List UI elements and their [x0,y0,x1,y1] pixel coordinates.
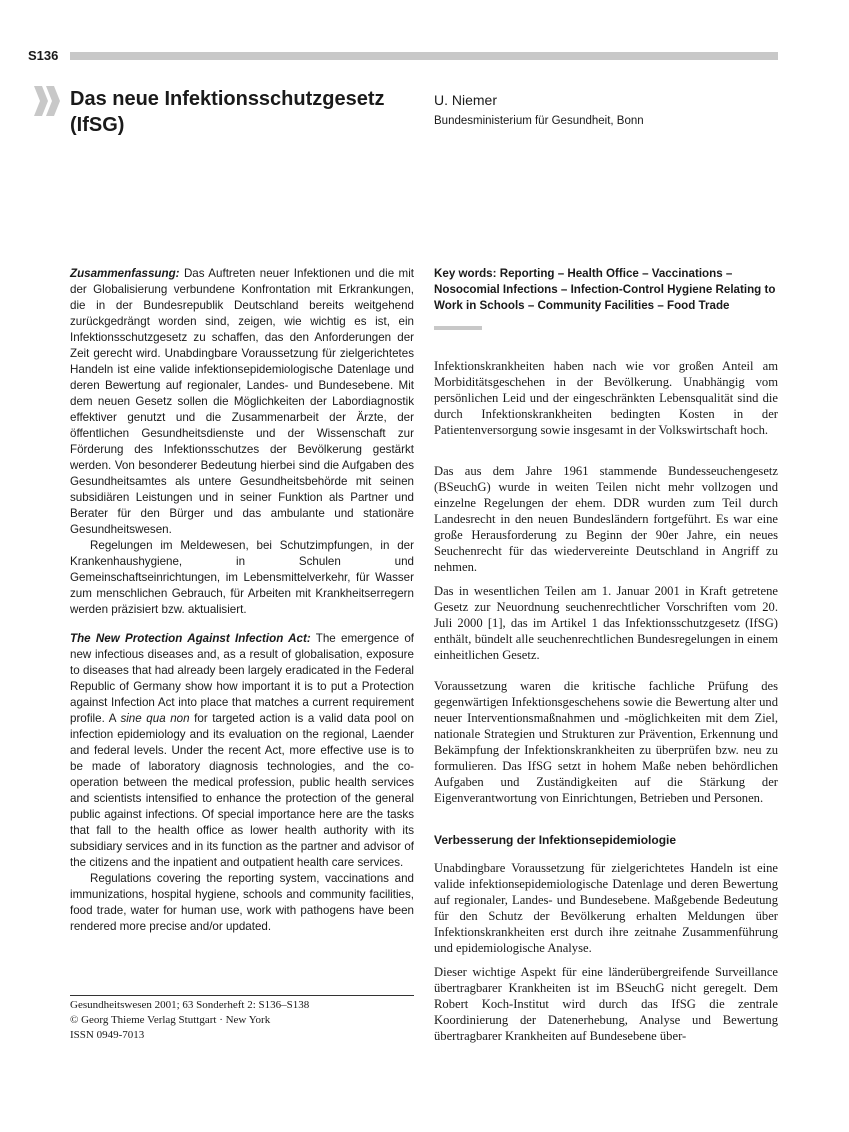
author-name: U. Niemer [434,92,498,108]
abstract-english-text-b: for targeted action is a valid data pool on infection epidemiology and its evaluation on the regional, Laender and federal levels. Under the recent Act, more effective use is to be made of laboratory diagnosis technologies, and the co-operation between the medical profession, public health services and scientists intensified to enhance the protection of the general public against infections. Of special importance here are the tasks that fall to the health office as lower health authority with its subsidiary services and in its function as the partner and advisor of the citizens and the inpatient and outpatient health care services. [70,712,414,869]
journal-citation: Gesundheitswesen 2001; 63 Sonderheft 2: S136–S138 [70,999,310,1011]
body-paragraph [434,678,778,806]
abstract-english-text-2: Regulations covering the reporting system, vaccinations and immunizations, hospital hygiene, schools and community facilities, food trade, water for human use, work with pathogens have been rendered more precise and/or updated. [70,872,414,933]
author-affiliation: Bundesministerium für Gesundheit, Bonn [434,115,644,127]
header-bar [70,52,778,60]
keywords [434,266,778,314]
keywords-text: Reporting – Health Office – Vaccinations – Nosocomial Infections – Infection-Control Hygiene Relating to Work in Schools – Community Facilities – Food Trade [434,267,776,312]
abstract-german [70,266,414,618]
body-paragraph [434,860,778,956]
abstract-english-label: The New Protection Against Infection Act: [70,632,311,645]
body-paragraph [434,358,778,438]
body-paragraph-2: Das aus dem Jahre 1961 stammende Bundesseuchengesetz (BSeuchG) wurde in weiten Teilen nicht mehr vollzogen und einzelne Regelungen der ehem. DDR wurden zum Teil durch Landesrecht in den neuen Bundesländern fortgeführt. Es war eine große Herausforderung zu Beginn der 90er Jahre, ein neues Seuchenrecht für das wiedervereinte Deutschland in Angriff zu nehmen. [434,464,778,574]
abstract-german-label: Zusammenfassung: [70,267,180,280]
abstract-english-italic: sine qua non [120,712,190,725]
page-number: S136 [28,48,59,63]
keywords-label: Key words: [434,267,497,280]
keywords-rule [434,326,482,330]
footer-rule [70,995,414,996]
body-paragraph [434,964,778,1044]
article-title: Das neue Infektionsschutzgesetz (IfSG) [70,88,385,136]
body-paragraph [434,583,778,663]
issn-line: ISSN 0949-7013 [70,1029,145,1041]
body-paragraph-3: Das in wesentlichen Teilen am 1. Januar 2001 in Kraft getretene Gesetz zur Neuordnung seuchenrechtlicher Vorschriften vom 20. Juli 2000 [1], das im Artikel 1 das Infektionsschutzgesetz (IfSG) enthält, bündelt alle seuchenrechtlichen Bundesregelungen in einem einheitlichen Gesetz. [434,584,778,662]
body-paragraph-6: Dieser wichtige Aspekt für eine länderübergreifende Surveillance übertragbarer Krankheiten ist im BSeuchG nicht geregelt. Dem Robert Koch-Institut wird durch das IfSG die zentrale Koordinierung der Datenerhebung, Analyse und Bewertung übertragbarer Krankheiten auf Bundesebene über- [434,965,778,1043]
double-chevron-icon [34,86,62,116]
abstract-german-text: Das Auftreten neuer Infektionen und die mit der Globalisierung verbundene Konfrontation mit Erkrankungen, die in der Bundesrepublik Deutschland bereits weitgehend zurückgedrängt worden sind, zeigen, wie wichtig es ist, ein Infektionsschutzgesetz zu schaffen, das den Anforderungen der Zeit gerecht wird. Unabdingbare Voraussetzung für zielgerichtetes Handeln ist eine valide infektionsepidemiologische Datenlage und deren Bewertung auf regionaler, Landes- und Bundesebene. Mit dem neuen Gesetz sollen die Möglichkeiten der Labordiagnostik effektiver genutzt und die Zusammenarbeit der Ärzte, der öffentlichen Gesundheitsdienste und der Wissenschaft zur Förderung des Infektionsschutzes der Bevölkerung gestärkt werden. Von besonderer Bedeutung hierbei sind die Aufgaben des Gesundheitsamtes als untere Gesundheitsbehörde mit seinen subsidiären Leistungen und in seiner Funktion als Partner und Berater für den Bürger und das ambulante und stationäre Gesundheitswesen. [70,267,414,536]
body-paragraph-4: Voraussetzung waren die kritische fachliche Prüfung des gegenwärtigen Infektionsgeschehens sowie die Bewertung alter und neuer Interventionsmaßnahmen und -möglichkeiten mit dem Ziel, nationale Strategien und Strukturen zur Prävention, Erkennung und Bekämpfung der Infektionskrankheiten zu überprüfen bzw. neu zu formulieren. Das IfSG setzt in hohem Maße neben behördlichen Aufgaben und Zuständigkeiten auf die Stärkung der Eigenverantwortung von Einrichtungen, Betrieben und Personen. [434,679,778,805]
citation-footer [70,998,414,1043]
body-paragraph-5: Unabdingbare Voraussetzung für zielgerichtetes Handeln ist eine valide infektionsepidemiologische Datenlage und deren Bewertung auf regionaler, Landes- und Bundesebene. Maßgebende Bedeutung für den Schutz der Bevölkerung erhalten Meldungen über Infektionskrankheiten erst durch ihre zeitnahe Zusammenführung und epidemiologische Analyse. [434,861,778,955]
publisher-line: © Georg Thieme Verlag Stuttgart · New York [70,1014,271,1026]
abstract-german-text-2: Regelungen im Meldewesen, bei Schutzimpfungen, in der Krankenhaushygiene, in Schulen und Gemeinschaftseinrichtungen, im Lebensmittelverkehr, für Wasser zum menschlichen Gebrauch, für Arbeiten mit Krankheitserregern werden präzisiert bzw. aktualisiert. [70,539,414,616]
body-paragraph [434,463,778,575]
abstract-english [70,631,414,935]
section-heading: Verbesserung der Infektionsepidemiologie [434,833,677,847]
abstract-english-text-a: The emergence of new infectious diseases and, as a result of globalisation, exposure to diseases that had already been largely eradicated in the Federal Republic of Germany show how important it is to put a Protection against Infection Act into place that matches a current requirement profile. A [70,632,414,725]
body-paragraph-1: Infektionskrankheiten haben nach wie vor großen Anteil am Morbiditätsgeschehen in der Bevölkerung. Unabhängig vom persönlichen Leid und der eingeschränkten Lebensqualität sind die durch Infektionskrankheiten bedingten Kosten in der Patientenversorgung sowie insgesamt in der Volkswirtschaft hoch. [434,359,778,437]
